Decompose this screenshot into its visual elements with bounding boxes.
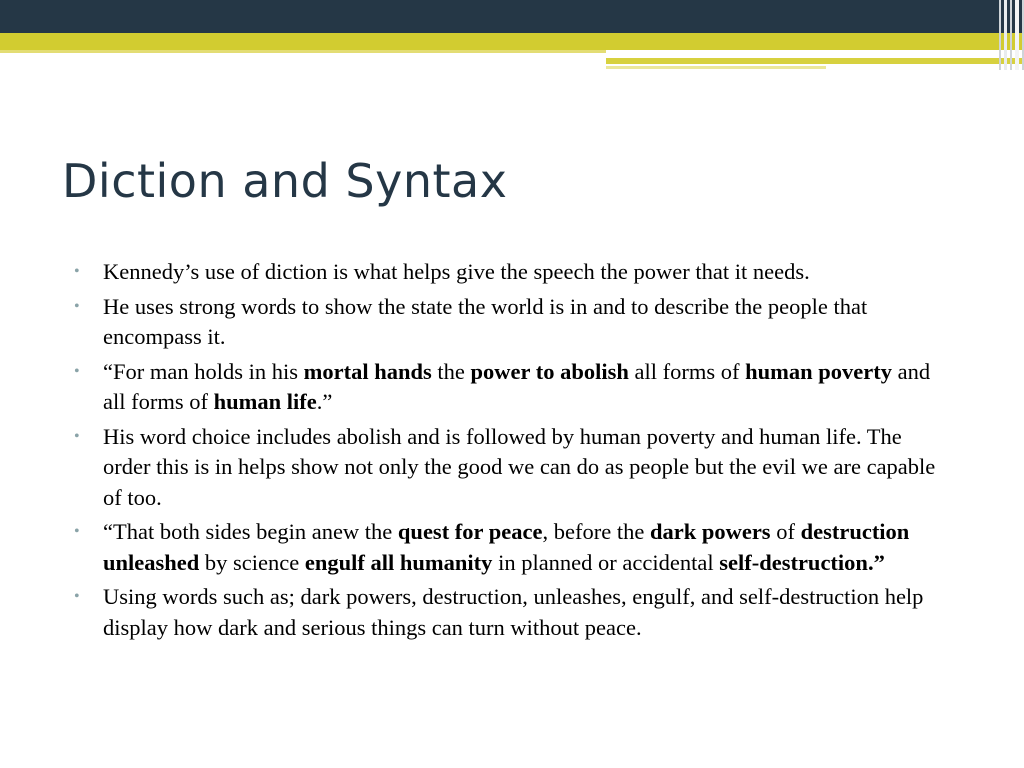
bullet-text-bold: human life: [213, 389, 317, 414]
bullet-text: He uses strong words to show the state the world is in and to describe the people that encompass it.: [103, 293, 868, 349]
bullet-text: Using words such as; dark powers, destruction, unleashes, engulf, and self-destruction help display how dark and serious things can turn without peace.: [103, 584, 924, 640]
bullet-text: the: [431, 358, 471, 384]
accent-line: [0, 50, 606, 53]
bullet-marker: •: [74, 523, 80, 540]
slide-title: Diction and Syntax: [62, 154, 508, 208]
bullet-text: Kennedy’s use of diction is what helps give the speech the power that it needs.: [103, 259, 810, 284]
bullet-text: , before the: [542, 519, 650, 544]
bullet-item: [74, 582, 954, 643]
bullet-marker: •: [74, 427, 80, 445]
bullet-item: [74, 517, 954, 578]
bullet-text-bold: dark powers: [649, 519, 771, 544]
bullet-text: by science: [199, 549, 305, 575]
bullet-text-bold: quest for peace: [397, 519, 543, 544]
accent-gap: [606, 50, 1024, 56]
bullet-item: [74, 357, 954, 418]
bullet-text-bold: self-destruction.”: [719, 549, 885, 575]
bullet-text: His word choice includes abolish and is followed by human poverty and human life. The order this is in helps show not only the good we can do as people but the evil we are capable of too.: [103, 423, 936, 510]
bullet-text-bold: human poverty: [745, 358, 893, 384]
bullet-text-bold: destruction unleashed: [103, 519, 910, 575]
bullet-text-bold: engulf all humanity: [304, 549, 493, 575]
header-bar: [0, 0, 1024, 33]
accent-band: [0, 33, 1024, 50]
bullet-text: “That both sides begin anew the: [103, 519, 398, 544]
corner-stripes: [994, 0, 1024, 70]
bullet-text: of: [770, 519, 801, 544]
bullet-item: [74, 292, 954, 353]
bullet-marker: •: [74, 588, 80, 605]
bullet-marker: •: [74, 362, 80, 380]
accent-line: [606, 66, 826, 69]
bullet-text: “For man holds in his: [103, 358, 304, 384]
bullet-text-bold: mortal hands: [303, 358, 432, 384]
bullet-text: in planned or accidental: [492, 549, 720, 575]
bullet-text: .”: [316, 389, 333, 414]
bullet-marker: •: [74, 297, 80, 315]
bullet-text: all forms of: [628, 358, 746, 384]
bullet-item: [74, 422, 954, 514]
accent-line: [606, 58, 1024, 64]
bullet-text-bold: power to abolish: [470, 358, 629, 384]
bullet-item: [74, 257, 954, 288]
bullet-marker: •: [74, 263, 80, 280]
bullet-list: [74, 257, 954, 647]
bullet-text: and all forms of: [103, 358, 931, 414]
